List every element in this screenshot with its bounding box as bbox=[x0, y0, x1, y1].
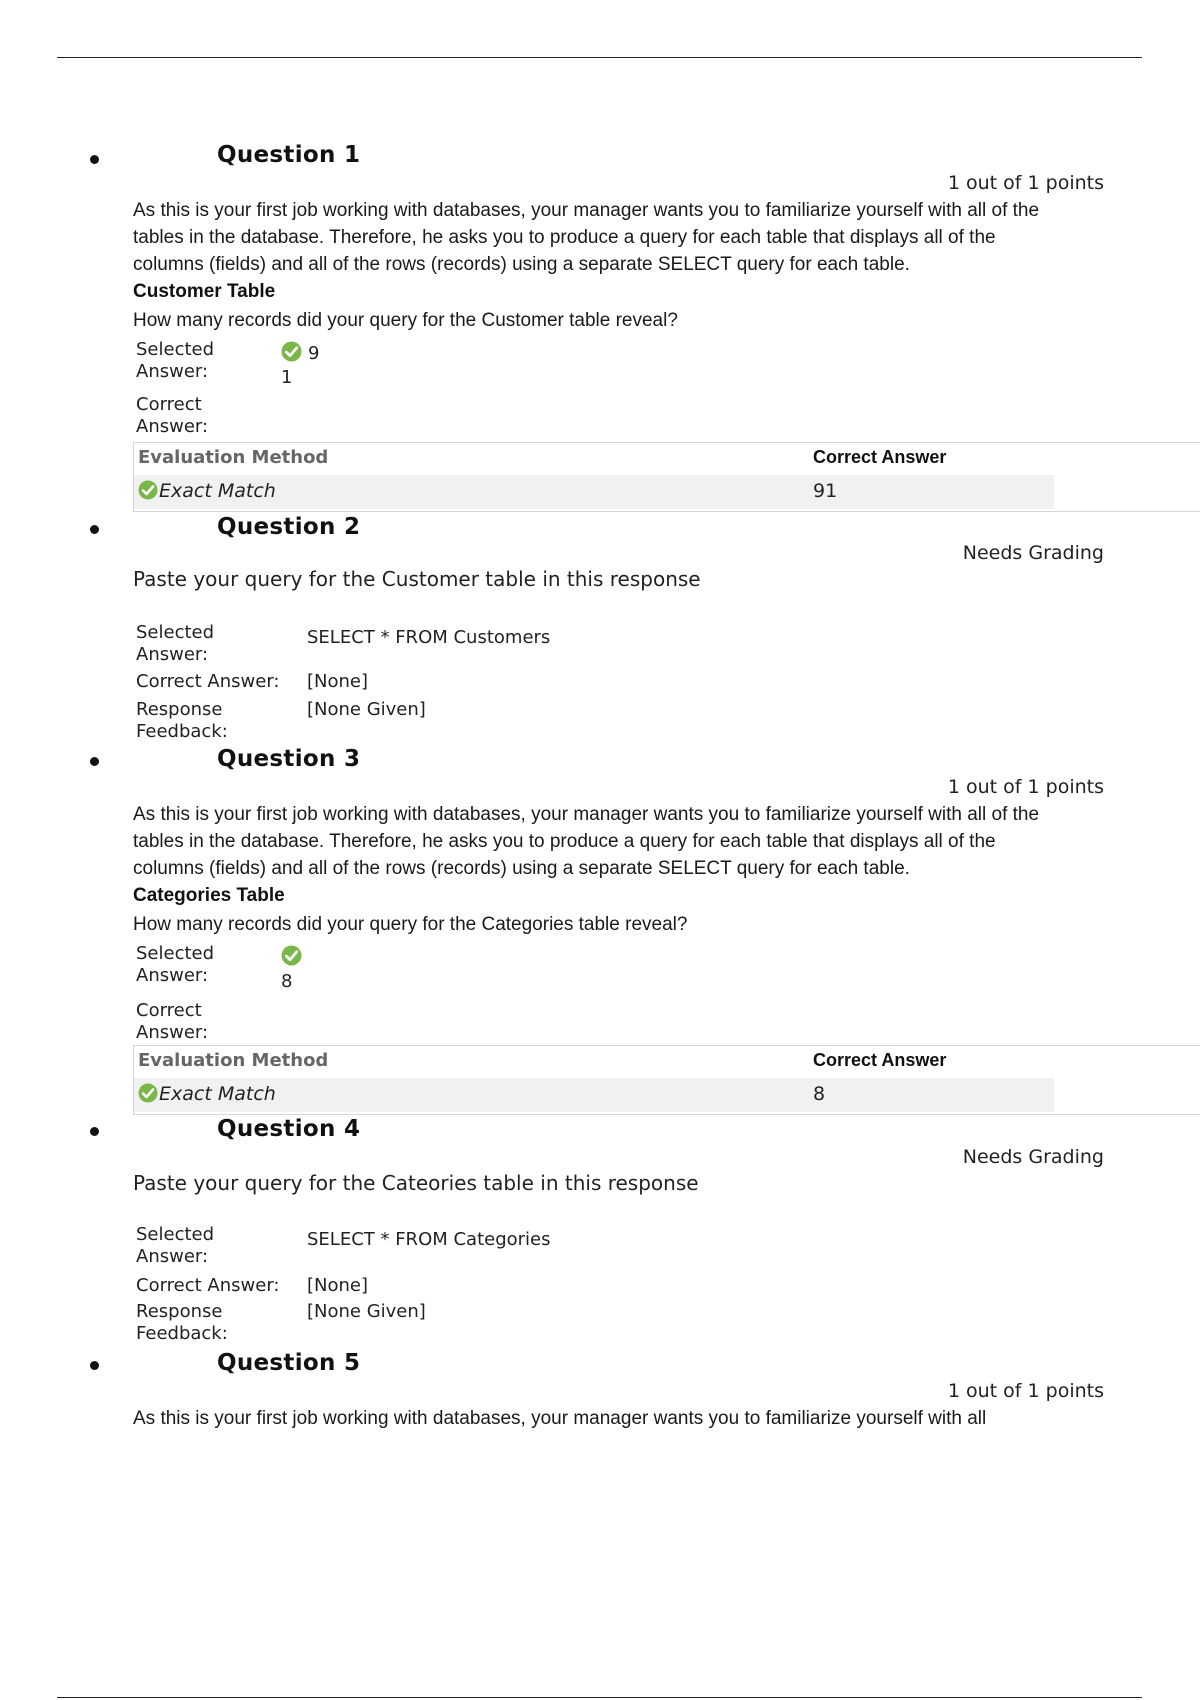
points-label: 1 out of 1 points bbox=[947, 172, 1104, 194]
bullet bbox=[90, 525, 99, 534]
top-rule bbox=[57, 57, 1142, 58]
evaluation-table bbox=[133, 1045, 1200, 1115]
table-subheading: Categories Table bbox=[133, 885, 285, 906]
evaluation-table bbox=[133, 442, 1200, 512]
bullet bbox=[90, 1361, 99, 1370]
checkmark-icon bbox=[281, 341, 302, 362]
correct-answer-label: Correct Answer: bbox=[136, 394, 209, 437]
question-title: Question 5 bbox=[217, 1350, 361, 1376]
correct-answer-header: Correct Answer bbox=[813, 447, 947, 467]
selected-answer-value: SELECT * FROM Categories bbox=[307, 1229, 551, 1250]
correct-answer-value: 8 bbox=[813, 1083, 826, 1105]
correct-answer-label: Correct Answer: bbox=[136, 1000, 209, 1043]
evaluation-method bbox=[138, 1083, 276, 1105]
question-title: Question 2 bbox=[217, 514, 361, 540]
response-feedback-label: Response Feedback: bbox=[136, 699, 228, 742]
selected-answer-value: 8 bbox=[281, 971, 293, 992]
question-title: Question 3 bbox=[217, 746, 361, 772]
exact-match-text: Exact Match bbox=[159, 480, 276, 502]
table-subheading: Customer Table bbox=[133, 281, 276, 302]
question-title: Question 1 bbox=[217, 142, 361, 168]
evaluation-method-header: Evaluation Method bbox=[138, 1050, 329, 1071]
response-feedback-label: Response Feedback: bbox=[136, 1301, 228, 1344]
question-prompt: Paste your query for the Cateories table in this response bbox=[133, 1171, 699, 1195]
checkmark-icon bbox=[138, 1083, 158, 1103]
evaluation-row bbox=[134, 475, 1054, 509]
selected-answer-label: Selected Answer: bbox=[136, 943, 215, 986]
selected-answer-label: Selected Answer: bbox=[136, 1224, 215, 1267]
points-label: 1 out of 1 points bbox=[947, 1380, 1104, 1402]
correct-answer-label: Correct Answer: bbox=[136, 1275, 280, 1296]
evaluation-method-header: Evaluation Method bbox=[138, 447, 329, 468]
question-title: Question 4 bbox=[217, 1116, 361, 1142]
correct-answer-label: Correct Answer: bbox=[136, 671, 280, 692]
points-label: 1 out of 1 points bbox=[947, 776, 1104, 798]
selected-answer-value: SELECT * FROM Customers bbox=[307, 627, 551, 648]
points-label: Needs Grading bbox=[962, 1146, 1104, 1168]
correct-answer-value: 91 bbox=[813, 480, 838, 502]
question-prompt: Paste your query for the Customer table in this response bbox=[133, 567, 701, 591]
correct-answer-value: [None] bbox=[307, 1275, 369, 1296]
bullet bbox=[90, 1127, 99, 1136]
exact-match-text: Exact Match bbox=[159, 1083, 276, 1105]
selected-answer-label: Selected Answer: bbox=[136, 622, 215, 665]
response-feedback-value: [None Given] bbox=[307, 699, 426, 720]
question-text: As this is your first job working with databases, your manager wants you to familiarize yourself with all of the tables in the database. Therefore, he asks you to produce a query for each table that displays all of the columns (fields) and all of the rows (records) using a separate SELECT query for each table. bbox=[133, 804, 1040, 879]
selected-answer-value-line2: 1 bbox=[281, 367, 293, 388]
selected-answer-label: Selected Answer: bbox=[136, 339, 215, 382]
evaluation-method bbox=[138, 480, 276, 502]
selected-answer-value: 9 bbox=[308, 343, 320, 364]
question-prompt: How many records did your query for the Customer table reveal? bbox=[133, 310, 678, 331]
question-text: As this is your first job working with databases, your manager wants you to familiarize yourself with all of the tables in the database. Therefore, he asks you to produce a query for each table that displays all of the columns (fields) and all of the rows (records) using a separate SELECT query for each table. bbox=[133, 200, 1040, 275]
question-text: As this is your first job working with databases, your manager wants you to familiarize yourself with all bbox=[133, 1408, 987, 1429]
response-feedback-value: [None Given] bbox=[307, 1301, 426, 1322]
question-prompt: How many records did your query for the Categories table reveal? bbox=[133, 914, 688, 935]
checkmark-icon bbox=[138, 480, 158, 500]
bottom-rule bbox=[57, 1697, 1142, 1698]
points-label: Needs Grading bbox=[962, 542, 1104, 564]
correct-answer-value: [None] bbox=[307, 671, 369, 692]
bullet bbox=[90, 757, 99, 766]
correct-answer-header: Correct Answer bbox=[813, 1050, 947, 1070]
evaluation-row bbox=[134, 1078, 1054, 1112]
bullet bbox=[90, 155, 99, 164]
checkmark-icon bbox=[281, 945, 302, 966]
